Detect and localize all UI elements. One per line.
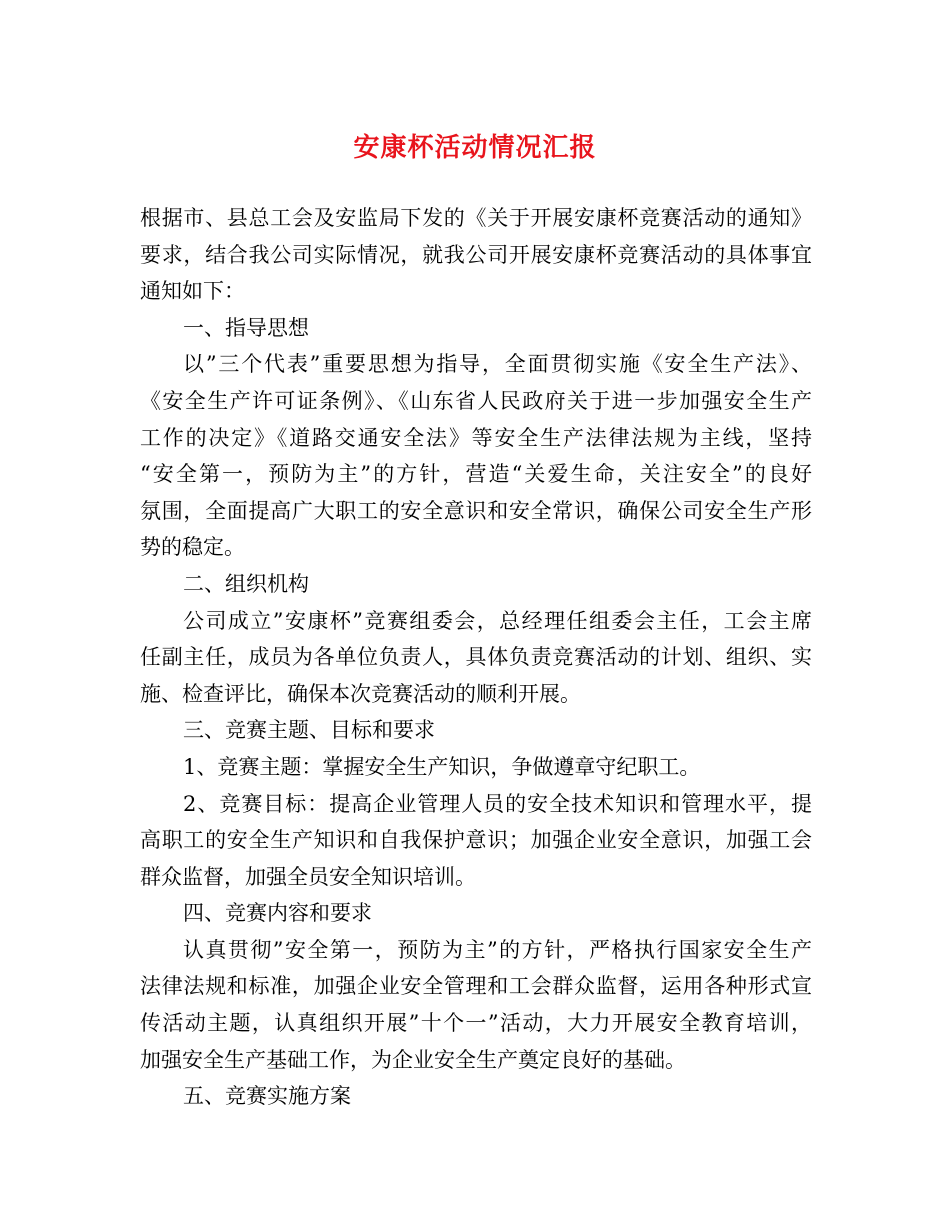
body-line: 五、竞赛实施方案 [183,1084,351,1109]
body-line: 工作的决定》《道路交通安全法》等安全生产法律法规为主线，坚持 [140,425,812,450]
document-body [140,200,812,1115]
body-line: 公司成立”安康杯”竞赛组委会，总经理任组委会主任，工会主席 [183,608,812,633]
body-line: 四、竞赛内容和要求 [183,901,372,926]
body-line: 法律法规和标准，加强企业安全管理和工会群众监督，运用各种形式宣 [140,974,812,999]
body-line: 《安全生产许可证条例》、《山东省人民政府关于进一步加强安全生产 [140,388,812,413]
body-line: 高职工的安全生产知识和自我保护意识；加强企业安全意识，加强工会 [140,828,812,853]
body-line: 加强安全生产基础工作，为企业安全生产奠定良好的基础。 [140,1047,686,1072]
body-line: 任副主任，成员为各单位负责人，具体负责竞赛活动的计划、组织、实 [140,645,812,670]
body-line: 势的稳定。 [140,535,245,560]
body-line: 以”三个代表”重要思想为指导，全面贯彻实施《安全生产法》、 [183,352,812,377]
body-line: 2、竞赛目标：提高企业管理人员的安全技术知识和管理水平，提 [183,791,812,816]
body-line: 要求，结合我公司实际情况，就我公司开展安康杯竞赛活动的具体事宜 [140,242,812,267]
body-line: 三、竞赛主题、目标和要求 [183,718,435,743]
body-line: 根据市、县总工会及安监局下发的《关于开展安康杯竞赛活动的通知》 [140,206,812,230]
body-line: 群众监督，加强全员安全知识培训。 [140,864,476,889]
body-line: 认真贯彻”安全第一，预防为主”的方针，严格执行国家安全生产 [183,937,812,962]
body-line: 通知如下： [140,279,245,304]
document-title: 安康杯活动情况汇报 [353,133,597,163]
body-line: 氛围，全面提高广大职工的安全意识和安全常识，确保公司安全生产形 [140,498,812,523]
body-line: 二、组织机构 [183,571,309,596]
body-line: 传活动主题，认真组织开展”十个一”活动，大力开展安全教育培训， [140,1011,812,1036]
body-line: 施、检查评比，确保本次竞赛活动的顺利开展。 [140,681,581,706]
body-line: “安全第一，预防为主”的方针，营造“关爱生命，关注安全”的良好 [140,462,812,487]
body-line: 1、竞赛主题：掌握安全生产知识，争做遵章守纪职工。 [183,754,701,779]
body-line: 一、指导思想 [183,315,309,340]
